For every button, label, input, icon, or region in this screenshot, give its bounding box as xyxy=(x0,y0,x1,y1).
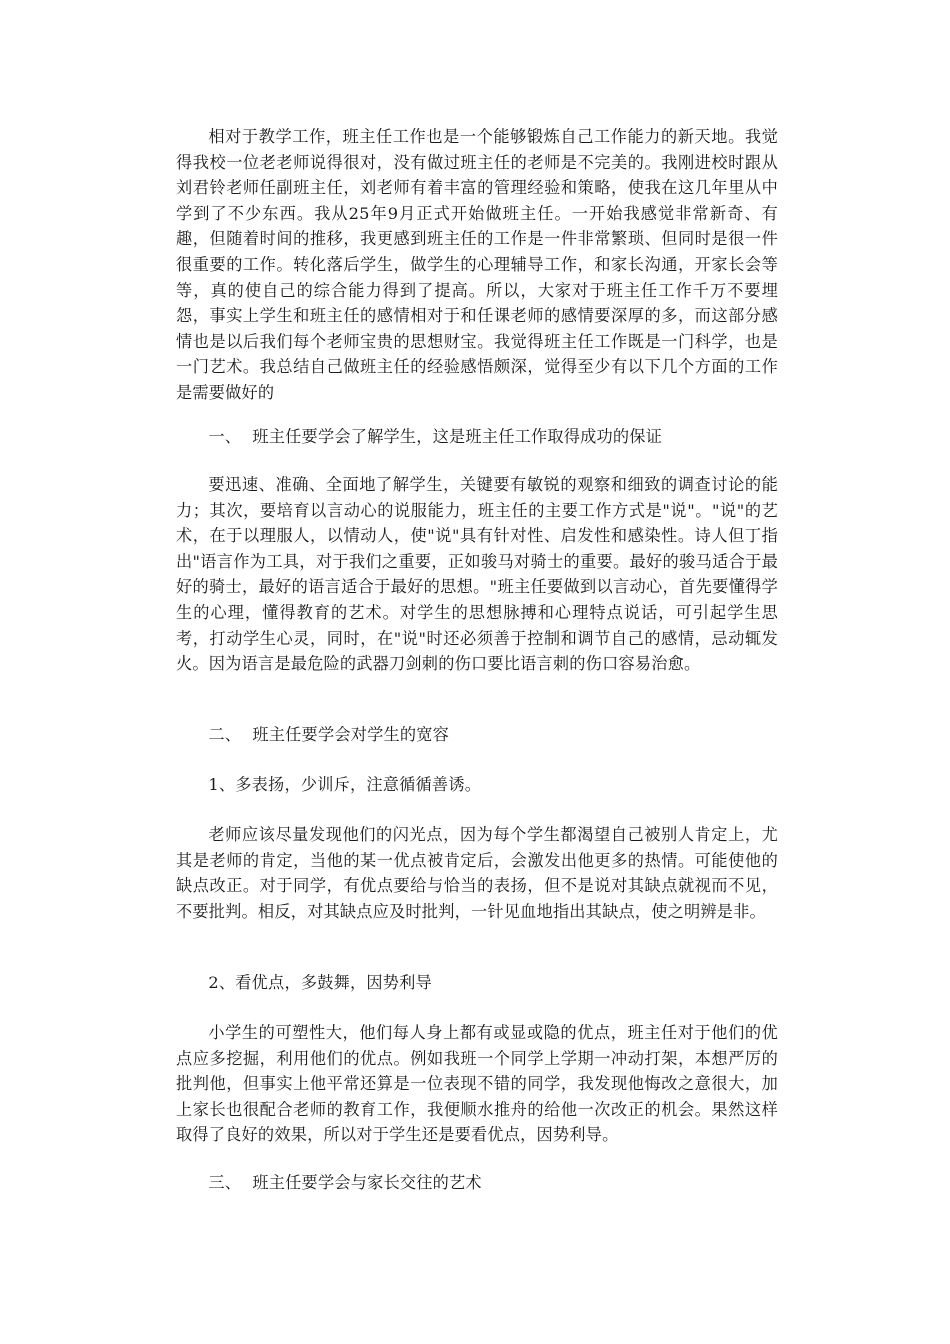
section1-paragraph: 要迅速、准确、全面地了解学生，关键要有敏锐的观察和细致的调查讨论的能力；其次，要培育以言动心的说服能力，班主任的主要工作方式是"说"。"说"的艺术，在于以理服人，以情动人，使"说"具有针对性、启发性和感染性。诗人但丁指出"语言作为工具，对于我们之重要，正如骏马对骑士的重要。最好的骏马适合于最好的骑士，最好的语言适合于最好的思想。"班主任要做到以言动心，首先要懂得学生的心理，懂得教育的艺术。对学生的思想脉搏和心理特点说话，可引起学生思考，打动学生心灵，同时，在"说"时还必须善于控制和调节自己的感情，忌动辄发火。因为语言是最危险的武器刀剑刺的伤口要比语言刺的伤口容易治愈。 xyxy=(176,475,778,674)
section2-number: 二、 xyxy=(208,725,242,744)
section3-title: 班主任要学会与家长交往的艺术 xyxy=(252,1173,482,1192)
section2-item2-body-block xyxy=(176,1020,778,1148)
section3-number: 三、 xyxy=(208,1173,242,1192)
section1-number: 一、 xyxy=(208,427,242,446)
section1-body-block xyxy=(176,472,778,677)
section3-heading xyxy=(176,1170,778,1196)
section1-heading-block xyxy=(176,424,778,450)
section2-item2-title: 2、看优点，多鼓舞，因势利导 xyxy=(208,973,432,992)
section2-heading-block xyxy=(176,722,778,748)
section2-title: 班主任要学会对学生的宽容 xyxy=(252,725,450,744)
intro-paragraph: 相对于教学工作，班主任工作也是一个能够锻炼自己工作能力的新天地。我觉得我校一位老老师说得很对，没有做过班主任的老师是不完美的。我刚进校时跟从刘君铃老师任副班主任，刘老师有着丰富的管理经验和策略，使我在这几年里从中学到了不少东西。我从25年9月正式开始做班主任。一开始我感觉非常新奇、有趣，但随着时间的推移，我更感到班主任的工作是一件非常繁琐、但同时是很一件很重要的工作。转化落后学生，做学生的心理辅导工作，和家长沟通，开家长会等等，真的使自己的综合能力得到了提高。所以，大家对于班主任工作千万不要埋怨，事实上学生和班主任的感情相对于和任课老师的感情要深厚的多，而这部分感情也是以后我们每个老师宝贵的思想财宝。我觉得班主任工作既是一门科学，也是一门艺术。我总结自己做班主任的经验感悟颇深，觉得至少有以下几个方面的工作是需要做好的 xyxy=(176,127,778,402)
section2-item1-heading-block xyxy=(176,772,778,798)
section1-title: 班主任要学会了解学生，这是班主任工作取得成功的保证 xyxy=(252,427,663,446)
section2-item1-paragraph: 老师应该尽量发现他们的闪光点，因为每个学生都渴望自己被别人肯定上，尤其是老师的肯定，当他的某一优点被肯定后，会激发出他更多的热情。可能使他的缺点改正。对于同学，有优点要给与恰当的表扬，但不是说对其缺点就视而不见，不要批判。相反，对其缺点应及时批判，一针见血地指出其缺点，使之明辨是非。 xyxy=(176,825,778,921)
section3-heading-block xyxy=(176,1170,778,1196)
section1-heading xyxy=(176,424,778,450)
intro-block xyxy=(176,124,778,406)
section2-item1-title: 1、多表扬，少训斥，注意循循善诱。 xyxy=(208,775,482,794)
section2-item2-paragraph: 小学生的可塑性大，他们每人身上都有或显或隐的优点，班主任对于他们的优点应多挖掘，利用他们的优点。例如我班一个同学上学期一冲动打架，本想严厉的批判他，但事实上他平常还算是一位表现不错的同学，我发现他悔改之意很大，加上家长也很配合老师的教育工作，我便顺水推舟的给他一次改正的机会。果然这样取得了良好的效果，所以对于学生还是要看优点，因势利导。 xyxy=(176,1023,778,1145)
section2-item1-body-block xyxy=(176,822,778,924)
section2-item2-heading-block xyxy=(176,970,778,996)
section2-heading xyxy=(176,722,778,748)
